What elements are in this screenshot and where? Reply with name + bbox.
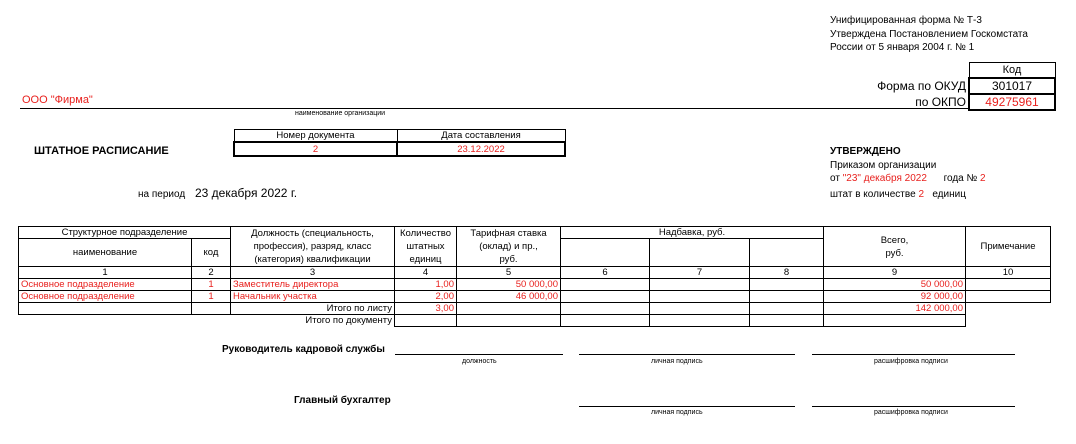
hr-caption-position: должность	[462, 358, 497, 365]
accountant-signature-line	[579, 406, 795, 407]
doc-total-row	[19, 315, 1051, 327]
row-total: 92 000,00	[824, 291, 966, 303]
org-name: ООО "Фирма"	[22, 94, 93, 106]
accountant-decode-line	[812, 406, 1015, 407]
colnum-6: 6	[561, 267, 650, 279]
approved-date-q2: "	[857, 173, 861, 184]
row-count: 1,00	[395, 279, 457, 291]
row-rate: 46 000,00	[457, 291, 561, 303]
doc-total-label: Итого по документу	[305, 315, 392, 327]
colnum-2: 2	[192, 267, 231, 279]
header-count: Количество штатных единиц	[395, 227, 457, 267]
row-position: Заместитель директора	[231, 279, 395, 291]
approved-title: УТВЕРЖДЕНО	[830, 146, 901, 157]
chief-accountant-label: Главный бухгалтер	[294, 395, 391, 406]
colnum-9: 9	[824, 267, 966, 279]
approved-line1: Приказом организации	[830, 160, 937, 171]
row-count: 2,00	[395, 291, 457, 303]
row-code: 1	[192, 279, 231, 291]
approved-date-day: 23	[846, 173, 858, 184]
row-dept: Основное подразделение	[19, 291, 192, 303]
page-total-row	[19, 303, 1051, 315]
doc-number-table	[233, 129, 566, 157]
doc-number-value: 2	[234, 142, 397, 156]
header-dept-code: код	[192, 239, 231, 267]
approved-from: от	[830, 173, 840, 184]
period-value: 23 декабря 2022 г.	[195, 186, 298, 200]
staff-label: штат в количестве	[830, 189, 916, 200]
approved-order-number: 2	[980, 173, 986, 184]
org-underline	[20, 108, 968, 109]
header-rate: Тарифная ставка (оклад) и пр., руб.	[457, 227, 561, 267]
colnum-7: 7	[650, 267, 750, 279]
staff-count: 2	[918, 189, 924, 200]
accountant-caption-signature: личная подпись	[651, 409, 703, 416]
hr-decode-line	[812, 354, 1015, 355]
row-code: 1	[192, 291, 231, 303]
row-rate: 50 000,00	[457, 279, 561, 291]
units-label: единиц	[932, 189, 966, 200]
okpo-label: по ОКПО	[915, 95, 966, 109]
colnum-10: 10	[966, 267, 1051, 279]
form-line-1: Унифицированная форма № Т-3	[830, 15, 982, 26]
approved-year-num-label: года №	[943, 173, 978, 184]
header-note: Примечание	[966, 227, 1051, 267]
approved-date-q1: "	[842, 173, 847, 184]
row-position: Начальник участка	[231, 291, 395, 303]
hr-caption-signature: личная подпись	[651, 358, 703, 365]
header-bonus: Надбавка, руб.	[561, 227, 824, 239]
header-bonus-6	[561, 239, 650, 267]
table-row	[19, 279, 1051, 291]
header-bonus-8	[750, 239, 824, 267]
hr-signature-line	[579, 354, 795, 355]
hr-position-line	[395, 354, 563, 355]
staffing-table	[18, 226, 1051, 327]
colnum-5: 5	[457, 267, 561, 279]
okud-value: 301017	[969, 78, 1055, 94]
codes-table	[968, 62, 1056, 111]
table-row	[19, 291, 1051, 303]
colnum-1: 1	[19, 267, 192, 279]
okpo-value: 49275961	[969, 94, 1055, 110]
okud-label: Форма по ОКУД	[877, 79, 966, 93]
page-total-count: 3,00	[395, 303, 457, 315]
approved-date-month: декабря 2022	[863, 173, 927, 184]
row-dept: Основное подразделение	[19, 279, 192, 291]
header-position: Должность (специальность, профессия), разряд, класс (категория) квалификации	[231, 227, 395, 267]
code-header: Код	[969, 63, 1055, 79]
colnum-4: 4	[395, 267, 457, 279]
document-title: ШТАТНОЕ РАСПИСАНИЕ	[34, 145, 169, 157]
doc-date-value: 23.12.2022	[397, 142, 565, 156]
hr-caption-decode: расшифровка подписи	[874, 358, 948, 365]
header-bonus-7	[650, 239, 750, 267]
colnum-8: 8	[750, 267, 824, 279]
doc-date-label: Дата составления	[397, 130, 565, 143]
org-caption: наименование организации	[295, 110, 386, 117]
page-total-label: Итого по листу	[231, 303, 395, 315]
header-total: Всего, руб.	[824, 227, 966, 267]
approved-date-line	[830, 173, 986, 184]
doc-number-label: Номер документа	[234, 130, 397, 143]
period-label: на период	[138, 189, 186, 200]
header-dept-name: наименование	[19, 239, 192, 267]
form-line-2: Утверждена Постановлением Госкомстата	[830, 29, 1028, 40]
approved-staff-line	[830, 189, 966, 200]
hr-head-label: Руководитель кадровой службы	[222, 344, 385, 355]
accountant-caption-decode: расшифровка подписи	[874, 409, 948, 416]
form-line-3: России от 5 января 2004 г. № 1	[830, 42, 975, 53]
header-struct: Структурное подразделение	[19, 227, 231, 239]
row-total: 50 000,00	[824, 279, 966, 291]
page-total-sum: 142 000,00	[824, 303, 966, 315]
colnum-3: 3	[231, 267, 395, 279]
